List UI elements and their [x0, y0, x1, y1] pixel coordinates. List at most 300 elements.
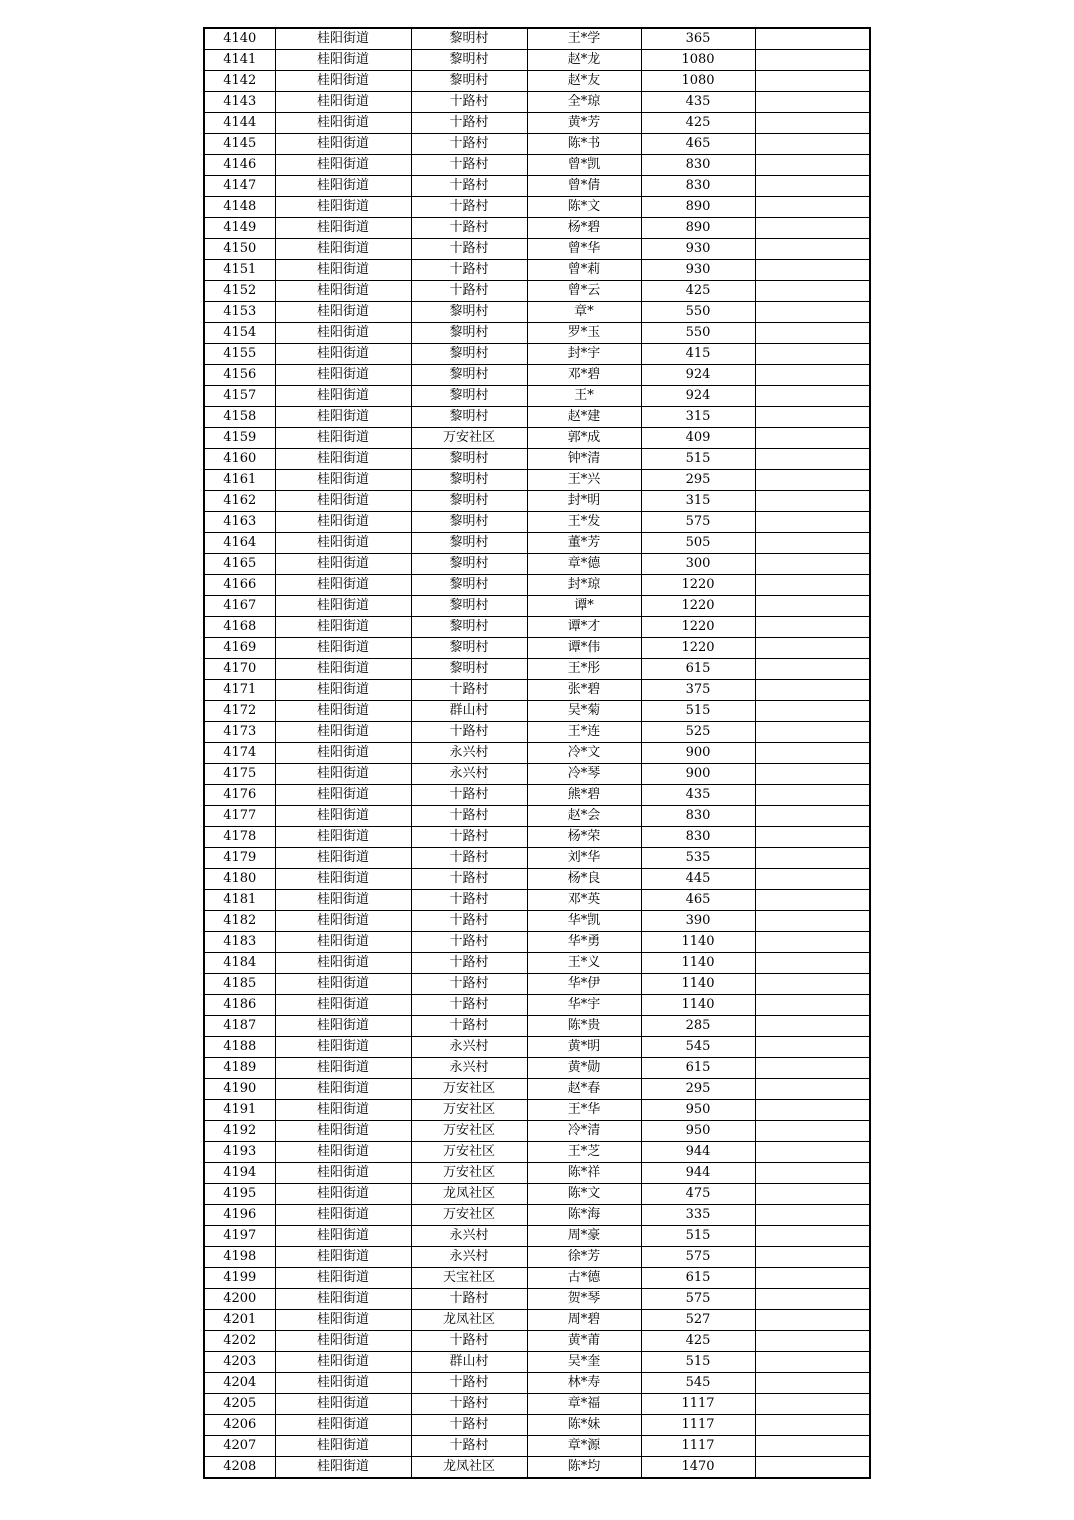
amount-cell: 615 [641, 659, 755, 680]
data-table [203, 27, 871, 1479]
remark-cell [755, 71, 870, 92]
remark-cell [755, 407, 870, 428]
table-row [204, 197, 870, 218]
amount-cell: 535 [641, 848, 755, 869]
name-cell: 章*德 [527, 554, 641, 575]
name-cell: 冷*清 [527, 1121, 641, 1142]
row-number-cell: 4155 [204, 344, 275, 365]
remark-cell [755, 722, 870, 743]
row-number-cell: 4152 [204, 281, 275, 302]
remark-cell [755, 386, 870, 407]
name-cell: 杨*良 [527, 869, 641, 890]
row-number-cell: 4206 [204, 1415, 275, 1436]
name-cell: 曾*凯 [527, 155, 641, 176]
name-cell: 王* [527, 386, 641, 407]
name-cell: 林*寿 [527, 1373, 641, 1394]
amount-cell: 465 [641, 890, 755, 911]
table-row [204, 701, 870, 722]
amount-cell: 527 [641, 1310, 755, 1331]
village-cell: 黎明村 [411, 323, 527, 344]
village-cell: 万安社区 [411, 1163, 527, 1184]
amount-cell: 1140 [641, 932, 755, 953]
table-row [204, 1205, 870, 1226]
street-cell: 桂阳街道 [275, 470, 411, 491]
row-number-cell: 4195 [204, 1184, 275, 1205]
remark-cell [755, 974, 870, 995]
table-row [204, 1436, 870, 1457]
street-cell: 桂阳街道 [275, 302, 411, 323]
row-number-cell: 4164 [204, 533, 275, 554]
name-cell: 王*连 [527, 722, 641, 743]
village-cell: 十路村 [411, 1016, 527, 1037]
amount-cell: 475 [641, 1184, 755, 1205]
street-cell: 桂阳街道 [275, 1247, 411, 1268]
row-number-cell: 4159 [204, 428, 275, 449]
amount-cell: 944 [641, 1163, 755, 1184]
remark-cell [755, 869, 870, 890]
remark-cell [755, 575, 870, 596]
row-number-cell: 4158 [204, 407, 275, 428]
street-cell: 桂阳街道 [275, 1100, 411, 1121]
village-cell: 十路村 [411, 155, 527, 176]
remark-cell [755, 596, 870, 617]
table-row [204, 302, 870, 323]
table-row [204, 1373, 870, 1394]
village-cell: 十路村 [411, 785, 527, 806]
amount-cell: 1140 [641, 953, 755, 974]
name-cell: 冷*琴 [527, 764, 641, 785]
village-cell: 十路村 [411, 806, 527, 827]
village-cell: 天宝社区 [411, 1268, 527, 1289]
row-number-cell: 4196 [204, 1205, 275, 1226]
village-cell: 永兴村 [411, 743, 527, 764]
remark-cell [755, 344, 870, 365]
remark-cell [755, 638, 870, 659]
village-cell: 十路村 [411, 1331, 527, 1352]
village-cell: 十路村 [411, 260, 527, 281]
row-number-cell: 4190 [204, 1079, 275, 1100]
village-cell: 十路村 [411, 1394, 527, 1415]
village-cell: 十路村 [411, 92, 527, 113]
remark-cell [755, 848, 870, 869]
amount-cell: 545 [641, 1037, 755, 1058]
street-cell: 桂阳街道 [275, 1373, 411, 1394]
street-cell: 桂阳街道 [275, 785, 411, 806]
street-cell: 桂阳街道 [275, 533, 411, 554]
table-row [204, 1226, 870, 1247]
name-cell: 封*琼 [527, 575, 641, 596]
remark-cell [755, 554, 870, 575]
remark-cell [755, 1100, 870, 1121]
table-row [204, 155, 870, 176]
remark-cell [755, 218, 870, 239]
remark-cell [755, 1079, 870, 1100]
table-row [204, 638, 870, 659]
street-cell: 桂阳街道 [275, 176, 411, 197]
row-number-cell: 4193 [204, 1142, 275, 1163]
table-row [204, 386, 870, 407]
village-cell: 黎明村 [411, 407, 527, 428]
name-cell: 徐*芳 [527, 1247, 641, 1268]
name-cell: 邓*碧 [527, 365, 641, 386]
remark-cell [755, 1142, 870, 1163]
amount-cell: 900 [641, 764, 755, 785]
village-cell: 群山村 [411, 1352, 527, 1373]
name-cell: 贺*琴 [527, 1289, 641, 1310]
amount-cell: 515 [641, 449, 755, 470]
village-cell: 万安社区 [411, 1142, 527, 1163]
village-cell: 十路村 [411, 1373, 527, 1394]
name-cell: 封*宇 [527, 344, 641, 365]
table-row [204, 785, 870, 806]
street-cell: 桂阳街道 [275, 722, 411, 743]
amount-cell: 830 [641, 806, 755, 827]
row-number-cell: 4189 [204, 1058, 275, 1079]
table-row [204, 344, 870, 365]
row-number-cell: 4161 [204, 470, 275, 491]
name-cell: 赵*春 [527, 1079, 641, 1100]
name-cell: 陈*文 [527, 1184, 641, 1205]
row-number-cell: 4201 [204, 1310, 275, 1331]
village-cell: 十路村 [411, 113, 527, 134]
amount-cell: 415 [641, 344, 755, 365]
row-number-cell: 4140 [204, 28, 275, 50]
amount-cell: 525 [641, 722, 755, 743]
amount-cell: 465 [641, 134, 755, 155]
amount-cell: 505 [641, 533, 755, 554]
table-row [204, 827, 870, 848]
row-number-cell: 4199 [204, 1268, 275, 1289]
table-row [204, 134, 870, 155]
village-cell: 龙凤社区 [411, 1457, 527, 1479]
street-cell: 桂阳街道 [275, 554, 411, 575]
row-number-cell: 4198 [204, 1247, 275, 1268]
village-cell: 十路村 [411, 974, 527, 995]
amount-cell: 295 [641, 1079, 755, 1100]
amount-cell: 575 [641, 512, 755, 533]
name-cell: 赵*会 [527, 806, 641, 827]
name-cell: 罗*玉 [527, 323, 641, 344]
amount-cell: 1140 [641, 974, 755, 995]
table-row [204, 1289, 870, 1310]
remark-cell [755, 1373, 870, 1394]
remark-cell [755, 470, 870, 491]
row-number-cell: 4178 [204, 827, 275, 848]
table-row [204, 71, 870, 92]
row-number-cell: 4166 [204, 575, 275, 596]
street-cell: 桂阳街道 [275, 911, 411, 932]
table-row [204, 491, 870, 512]
amount-cell: 550 [641, 302, 755, 323]
row-number-cell: 4149 [204, 218, 275, 239]
row-number-cell: 4163 [204, 512, 275, 533]
village-cell: 十路村 [411, 197, 527, 218]
remark-cell [755, 1394, 870, 1415]
village-cell: 黎明村 [411, 386, 527, 407]
amount-cell: 1117 [641, 1394, 755, 1415]
street-cell: 桂阳街道 [275, 92, 411, 113]
table-row [204, 869, 870, 890]
table-row [204, 911, 870, 932]
village-cell: 黎明村 [411, 344, 527, 365]
name-cell: 黄*明 [527, 1037, 641, 1058]
table-row [204, 407, 870, 428]
street-cell: 桂阳街道 [275, 827, 411, 848]
row-number-cell: 4191 [204, 1100, 275, 1121]
table-row [204, 365, 870, 386]
name-cell: 王*学 [527, 28, 641, 50]
remark-cell [755, 1457, 870, 1479]
name-cell: 吴*菊 [527, 701, 641, 722]
name-cell: 陈*均 [527, 1457, 641, 1479]
name-cell: 华*伊 [527, 974, 641, 995]
table-row [204, 428, 870, 449]
street-cell: 桂阳街道 [275, 113, 411, 134]
row-number-cell: 4154 [204, 323, 275, 344]
row-number-cell: 4145 [204, 134, 275, 155]
name-cell: 陈*文 [527, 197, 641, 218]
remark-cell [755, 1247, 870, 1268]
remark-cell [755, 890, 870, 911]
row-number-cell: 4197 [204, 1226, 275, 1247]
village-cell: 十路村 [411, 848, 527, 869]
remark-cell [755, 512, 870, 533]
remark-cell [755, 1121, 870, 1142]
name-cell: 章* [527, 302, 641, 323]
amount-cell: 435 [641, 785, 755, 806]
table-row [204, 1394, 870, 1415]
street-cell: 桂阳街道 [275, 197, 411, 218]
village-cell: 万安社区 [411, 1100, 527, 1121]
row-number-cell: 4172 [204, 701, 275, 722]
village-cell: 黎明村 [411, 554, 527, 575]
remark-cell [755, 302, 870, 323]
amount-cell: 1220 [641, 638, 755, 659]
name-cell: 谭*伟 [527, 638, 641, 659]
village-cell: 万安社区 [411, 1205, 527, 1226]
row-number-cell: 4192 [204, 1121, 275, 1142]
amount-cell: 435 [641, 92, 755, 113]
remark-cell [755, 197, 870, 218]
remark-cell [755, 701, 870, 722]
table-row [204, 1100, 870, 1121]
street-cell: 桂阳街道 [275, 1289, 411, 1310]
remark-cell [755, 533, 870, 554]
row-number-cell: 4182 [204, 911, 275, 932]
remark-cell [755, 449, 870, 470]
table-row [204, 1415, 870, 1436]
amount-cell: 365 [641, 28, 755, 50]
remark-cell [755, 491, 870, 512]
street-cell: 桂阳街道 [275, 932, 411, 953]
street-cell: 桂阳街道 [275, 953, 411, 974]
name-cell: 董*芳 [527, 533, 641, 554]
village-cell: 黎明村 [411, 512, 527, 533]
village-cell: 十路村 [411, 953, 527, 974]
street-cell: 桂阳街道 [275, 218, 411, 239]
table-row [204, 1268, 870, 1289]
name-cell: 王*兴 [527, 470, 641, 491]
row-number-cell: 4165 [204, 554, 275, 575]
street-cell: 桂阳街道 [275, 1331, 411, 1352]
amount-cell: 944 [641, 1142, 755, 1163]
table-row [204, 932, 870, 953]
name-cell: 张*碧 [527, 680, 641, 701]
row-number-cell: 4173 [204, 722, 275, 743]
village-cell: 龙凤社区 [411, 1184, 527, 1205]
table-row [204, 1163, 870, 1184]
row-number-cell: 4179 [204, 848, 275, 869]
street-cell: 桂阳街道 [275, 365, 411, 386]
amount-cell: 924 [641, 365, 755, 386]
table-row [204, 617, 870, 638]
village-cell: 永兴村 [411, 764, 527, 785]
row-number-cell: 4141 [204, 50, 275, 71]
name-cell: 邓*英 [527, 890, 641, 911]
row-number-cell: 4148 [204, 197, 275, 218]
remark-cell [755, 365, 870, 386]
amount-cell: 924 [641, 386, 755, 407]
row-number-cell: 4202 [204, 1331, 275, 1352]
table-row [204, 1016, 870, 1037]
amount-cell: 1080 [641, 71, 755, 92]
street-cell: 桂阳街道 [275, 1226, 411, 1247]
amount-cell: 1117 [641, 1436, 755, 1457]
name-cell: 陈*贵 [527, 1016, 641, 1037]
street-cell: 桂阳街道 [275, 1436, 411, 1457]
table-row [204, 50, 870, 71]
table-row [204, 512, 870, 533]
row-number-cell: 4186 [204, 995, 275, 1016]
name-cell: 赵*建 [527, 407, 641, 428]
street-cell: 桂阳街道 [275, 1310, 411, 1331]
village-cell: 黎明村 [411, 365, 527, 386]
row-number-cell: 4143 [204, 92, 275, 113]
remark-cell [755, 617, 870, 638]
village-cell: 黎明村 [411, 638, 527, 659]
amount-cell: 315 [641, 491, 755, 512]
amount-cell: 545 [641, 1373, 755, 1394]
row-number-cell: 4160 [204, 449, 275, 470]
table-row [204, 218, 870, 239]
street-cell: 桂阳街道 [275, 1058, 411, 1079]
village-cell: 万安社区 [411, 1121, 527, 1142]
name-cell: 周*豪 [527, 1226, 641, 1247]
amount-cell: 890 [641, 197, 755, 218]
street-cell: 桂阳街道 [275, 1205, 411, 1226]
amount-cell: 315 [641, 407, 755, 428]
name-cell: 吴*奎 [527, 1352, 641, 1373]
street-cell: 桂阳街道 [275, 491, 411, 512]
amount-cell: 515 [641, 1226, 755, 1247]
village-cell: 永兴村 [411, 1058, 527, 1079]
village-cell: 十路村 [411, 281, 527, 302]
street-cell: 桂阳街道 [275, 617, 411, 638]
remark-cell [755, 1289, 870, 1310]
village-cell: 十路村 [411, 1415, 527, 1436]
name-cell: 王*华 [527, 1100, 641, 1121]
row-number-cell: 4207 [204, 1436, 275, 1457]
street-cell: 桂阳街道 [275, 659, 411, 680]
amount-cell: 1117 [641, 1415, 755, 1436]
street-cell: 桂阳街道 [275, 155, 411, 176]
amount-cell: 425 [641, 1331, 755, 1352]
row-number-cell: 4203 [204, 1352, 275, 1373]
street-cell: 桂阳街道 [275, 134, 411, 155]
name-cell: 王*彤 [527, 659, 641, 680]
amount-cell: 390 [641, 911, 755, 932]
amount-cell: 930 [641, 260, 755, 281]
name-cell: 曾*莉 [527, 260, 641, 281]
village-cell: 黎明村 [411, 71, 527, 92]
village-cell: 黎明村 [411, 491, 527, 512]
table-row [204, 1079, 870, 1100]
table-row [204, 323, 870, 344]
name-cell: 周*碧 [527, 1310, 641, 1331]
remark-cell [755, 92, 870, 113]
remark-cell [755, 995, 870, 1016]
table-row [204, 1142, 870, 1163]
name-cell: 钟*清 [527, 449, 641, 470]
village-cell: 十路村 [411, 176, 527, 197]
amount-cell: 335 [641, 1205, 755, 1226]
table-row [204, 260, 870, 281]
name-cell: 谭*才 [527, 617, 641, 638]
row-number-cell: 4188 [204, 1037, 275, 1058]
village-cell: 十路村 [411, 722, 527, 743]
row-number-cell: 4180 [204, 869, 275, 890]
row-number-cell: 4183 [204, 932, 275, 953]
amount-cell: 550 [641, 323, 755, 344]
village-cell: 万安社区 [411, 1079, 527, 1100]
table-body [204, 28, 870, 1478]
name-cell: 王*义 [527, 953, 641, 974]
row-number-cell: 4171 [204, 680, 275, 701]
name-cell: 全*琼 [527, 92, 641, 113]
remark-cell [755, 239, 870, 260]
name-cell: 黄*莆 [527, 1331, 641, 1352]
remark-cell [755, 827, 870, 848]
street-cell: 桂阳街道 [275, 680, 411, 701]
amount-cell: 425 [641, 113, 755, 134]
table-row [204, 890, 870, 911]
remark-cell [755, 28, 870, 50]
amount-cell: 1470 [641, 1457, 755, 1479]
row-number-cell: 4146 [204, 155, 275, 176]
street-cell: 桂阳街道 [275, 28, 411, 50]
street-cell: 桂阳街道 [275, 1394, 411, 1415]
village-cell: 十路村 [411, 134, 527, 155]
street-cell: 桂阳街道 [275, 1415, 411, 1436]
remark-cell [755, 1205, 870, 1226]
remark-cell [755, 659, 870, 680]
amount-cell: 830 [641, 155, 755, 176]
name-cell: 陈*海 [527, 1205, 641, 1226]
village-cell: 黎明村 [411, 575, 527, 596]
street-cell: 桂阳街道 [275, 806, 411, 827]
row-number-cell: 4162 [204, 491, 275, 512]
row-number-cell: 4168 [204, 617, 275, 638]
table-row [204, 281, 870, 302]
street-cell: 桂阳街道 [275, 974, 411, 995]
street-cell: 桂阳街道 [275, 848, 411, 869]
name-cell: 杨*荣 [527, 827, 641, 848]
remark-cell [755, 176, 870, 197]
remark-cell [755, 155, 870, 176]
amount-cell: 575 [641, 1247, 755, 1268]
row-number-cell: 4156 [204, 365, 275, 386]
amount-cell: 1220 [641, 617, 755, 638]
